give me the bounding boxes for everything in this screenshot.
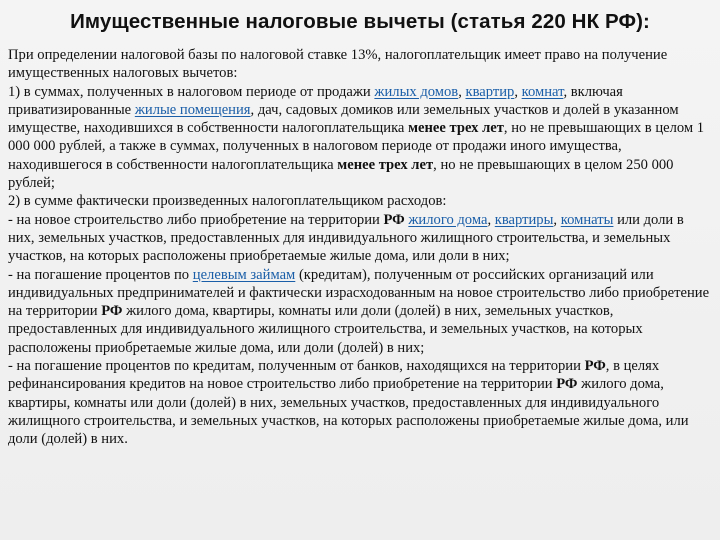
separator-text: , [553, 211, 561, 228]
link-target-loans[interactable]: целевым займам [192, 266, 296, 283]
link-rooms[interactable]: комнат [521, 83, 564, 100]
bold-rf: РФ [556, 376, 578, 393]
dash-2-text: жилого дома, квартиры, комнаты или доли (долей) в них, земельных участков, предоставленных для индивидуального жилищного строительства, и земельных участков, на которых расположены приобретаемые жилые дома, или доли (долей) в них; [8, 303, 643, 356]
item-1-text: , дач, садовых домиков или земельных участков и долей в указанном имуществе, находившихся в собственности налогоплательщика [8, 101, 679, 137]
link-apartments[interactable]: квартир [465, 83, 515, 100]
dash-3-text: жилого дома, квартиры, комнаты или доли (долей) в них, земельных участков, предоставленных для индивидуального жилищного строительства, и земельных участков, на которых расположены приобретаемые жилые дома, или доли (долей) в них. [8, 376, 689, 448]
link-residential-houses[interactable]: жилых домов [374, 83, 459, 100]
dash-3-text: , в целях рефинансирования кредитов на новое строительство либо приобретение на территории [8, 358, 660, 393]
bold-less-than-three-years: менее трех лет [408, 120, 504, 137]
item-2-dash-3 [8, 357, 712, 448]
dash-3-text: - на погашение процентов по кредитам, полученным от банков, находящихся на территории [8, 358, 585, 375]
dash-1-text: - на новое строительство либо приобретение на территории [8, 211, 384, 228]
separator-text: , [487, 211, 495, 228]
bold-rf: РФ [584, 358, 606, 375]
intro-text: При определении налоговой базы по налоговой ставке 13%, налогоплательщик имеет право на получение имущественных налоговых вычетов: [8, 47, 668, 82]
link-rooms-2[interactable]: комнаты [560, 211, 614, 228]
item-1-text: 1) в суммах, полученных в налоговом периоде от продажи [8, 83, 375, 100]
page-title: Имущественные налоговые вычеты (статья 220 НК РФ): [70, 10, 650, 33]
item-2-dash-1 [8, 211, 712, 266]
item-2-heading [8, 192, 712, 210]
dash-1-text: или доли в них, земельных участков, предоставленных для индивидуального жилищного строительства, и земельных участков, на которых расположены приобретаемые жилые дома, или доли в них; [8, 211, 684, 265]
link-residential-premises[interactable]: жилые помещения [134, 101, 251, 118]
dash-2-text: - на погашение процентов по [8, 266, 193, 283]
item-2-heading-text: 2) в сумме фактически произведенных налогоплательщиком расходов: [8, 193, 447, 210]
item-1-text: , но не превышающих в целом 250 000 рублей; [8, 156, 674, 192]
intro-paragraph [8, 46, 712, 83]
item-1-paragraph [8, 83, 712, 193]
article-body [8, 46, 712, 449]
link-residential-house[interactable]: жилого дома [408, 211, 488, 228]
item-1-text: , включая приватизированные [8, 83, 623, 118]
item-1-text: , но не превышающих в целом 1 000 000 рублей, а также в суммах, полученных в налоговом периоде от продажи иного имущества, находившегося в собственности налогоплательщика [8, 120, 705, 173]
separator-text: , [458, 83, 466, 100]
bold-less-than-three-years: менее трех лет [337, 156, 434, 173]
bold-rf: РФ [383, 211, 405, 228]
link-apartments-2[interactable]: квартиры [494, 211, 554, 228]
dash-2-text: (кредитам), полученным от российских организаций или индивидуальных предпринимателей и фактически израсходованным на новое строительство либо приобретение на территории [8, 266, 710, 320]
separator-text: , [514, 83, 522, 100]
bold-rf: РФ [101, 303, 123, 320]
item-2-dash-2 [8, 266, 712, 357]
